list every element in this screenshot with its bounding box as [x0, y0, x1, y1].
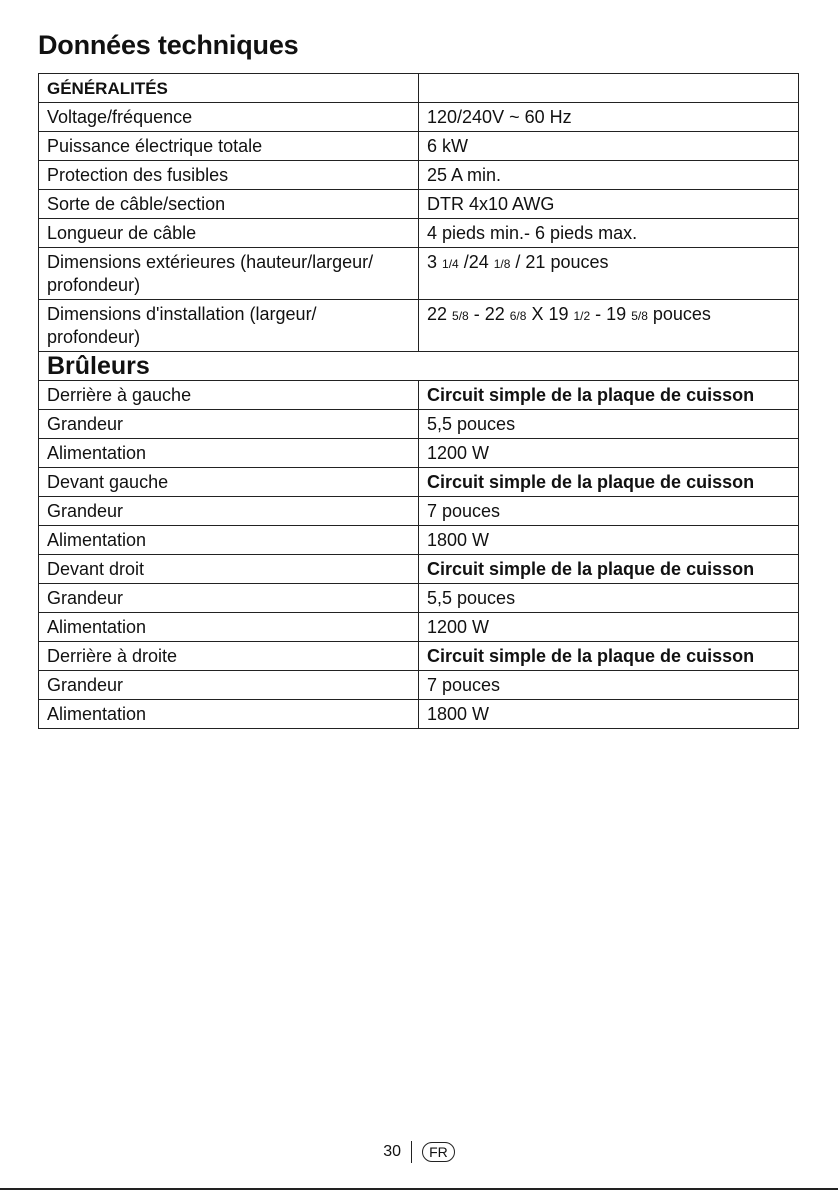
row-value: 1200 W — [419, 613, 799, 642]
row-label: Voltage/fréquence — [39, 103, 419, 132]
page-footer — [0, 1141, 838, 1163]
burner-name: Derrière à droite — [39, 642, 419, 671]
burners-heading: Brûleurs — [39, 352, 799, 381]
row-label: Sorte de câble/section — [39, 190, 419, 219]
spec-table — [38, 73, 799, 729]
row-label: Alimentation — [39, 439, 419, 468]
row-label: Longueur de câble — [39, 219, 419, 248]
page-number: 30 — [383, 1143, 402, 1161]
table-row — [39, 300, 799, 352]
table-row — [39, 161, 799, 190]
table-row — [39, 103, 799, 132]
burner-name: Devant gauche — [39, 468, 419, 497]
burner-type: Circuit simple de la plaque de cuisson — [419, 555, 799, 584]
row-label: Grandeur — [39, 671, 419, 700]
row-value: 25 A min. — [419, 161, 799, 190]
table-row — [39, 613, 799, 642]
table-row — [39, 219, 799, 248]
row-label: Dimensions extérieures (hauteur/largeur/ profondeur) — [39, 248, 419, 300]
row-value: 1200 W — [419, 439, 799, 468]
row-label: Grandeur — [39, 584, 419, 613]
row-value: 5,5 pouces — [419, 584, 799, 613]
table-row — [39, 439, 799, 468]
row-value: 4 pieds min.- 6 pieds max. — [419, 219, 799, 248]
row-value: 3 1/4 /24 1/8 / 21 pouces — [419, 248, 799, 300]
row-value: 22 5/8 - 22 6/8 X 19 1/2 - 19 5/8 pouces — [419, 300, 799, 352]
table-row — [39, 555, 799, 584]
row-value: DTR 4x10 AWG — [419, 190, 799, 219]
table-row — [39, 381, 799, 410]
row-label: Puissance électrique totale — [39, 132, 419, 161]
row-label: Alimentation — [39, 613, 419, 642]
row-value: 5,5 pouces — [419, 410, 799, 439]
row-value: 6 kW — [419, 132, 799, 161]
row-label: Alimentation — [39, 526, 419, 555]
table-row — [39, 190, 799, 219]
row-value: 7 pouces — [419, 497, 799, 526]
table-row — [39, 410, 799, 439]
section-row — [39, 352, 799, 381]
burner-type: Circuit simple de la plaque de cuisson — [419, 468, 799, 497]
row-value: 1800 W — [419, 526, 799, 555]
table-row — [39, 584, 799, 613]
table-row — [39, 468, 799, 497]
table-row — [39, 642, 799, 671]
page-title: Données techniques — [38, 30, 299, 60]
row-value: 1800 W — [419, 700, 799, 729]
row-value: 120/240V ~ 60 Hz — [419, 103, 799, 132]
footer-divider — [411, 1141, 412, 1163]
burner-type: Circuit simple de la plaque de cuisson — [419, 381, 799, 410]
table-row — [39, 248, 799, 300]
burner-name: Devant droit — [39, 555, 419, 584]
table-row — [39, 671, 799, 700]
row-label: Grandeur — [39, 497, 419, 526]
bottom-rule — [0, 1188, 838, 1190]
empty-cell — [419, 74, 799, 103]
language-badge: FR — [422, 1142, 455, 1162]
table-row — [39, 526, 799, 555]
burner-name: Derrière à gauche — [39, 381, 419, 410]
row-label: Grandeur — [39, 410, 419, 439]
row-label: Dimensions d'installation (largeur/ profondeur) — [39, 300, 419, 352]
table-header-row — [39, 74, 799, 103]
burner-type: Circuit simple de la plaque de cuisson — [419, 642, 799, 671]
table-row — [39, 700, 799, 729]
table-row — [39, 132, 799, 161]
table-row — [39, 497, 799, 526]
row-label: Alimentation — [39, 700, 419, 729]
general-heading: GÉNÉRALITÉS — [39, 74, 419, 103]
row-label: Protection des fusibles — [39, 161, 419, 190]
row-value: 7 pouces — [419, 671, 799, 700]
